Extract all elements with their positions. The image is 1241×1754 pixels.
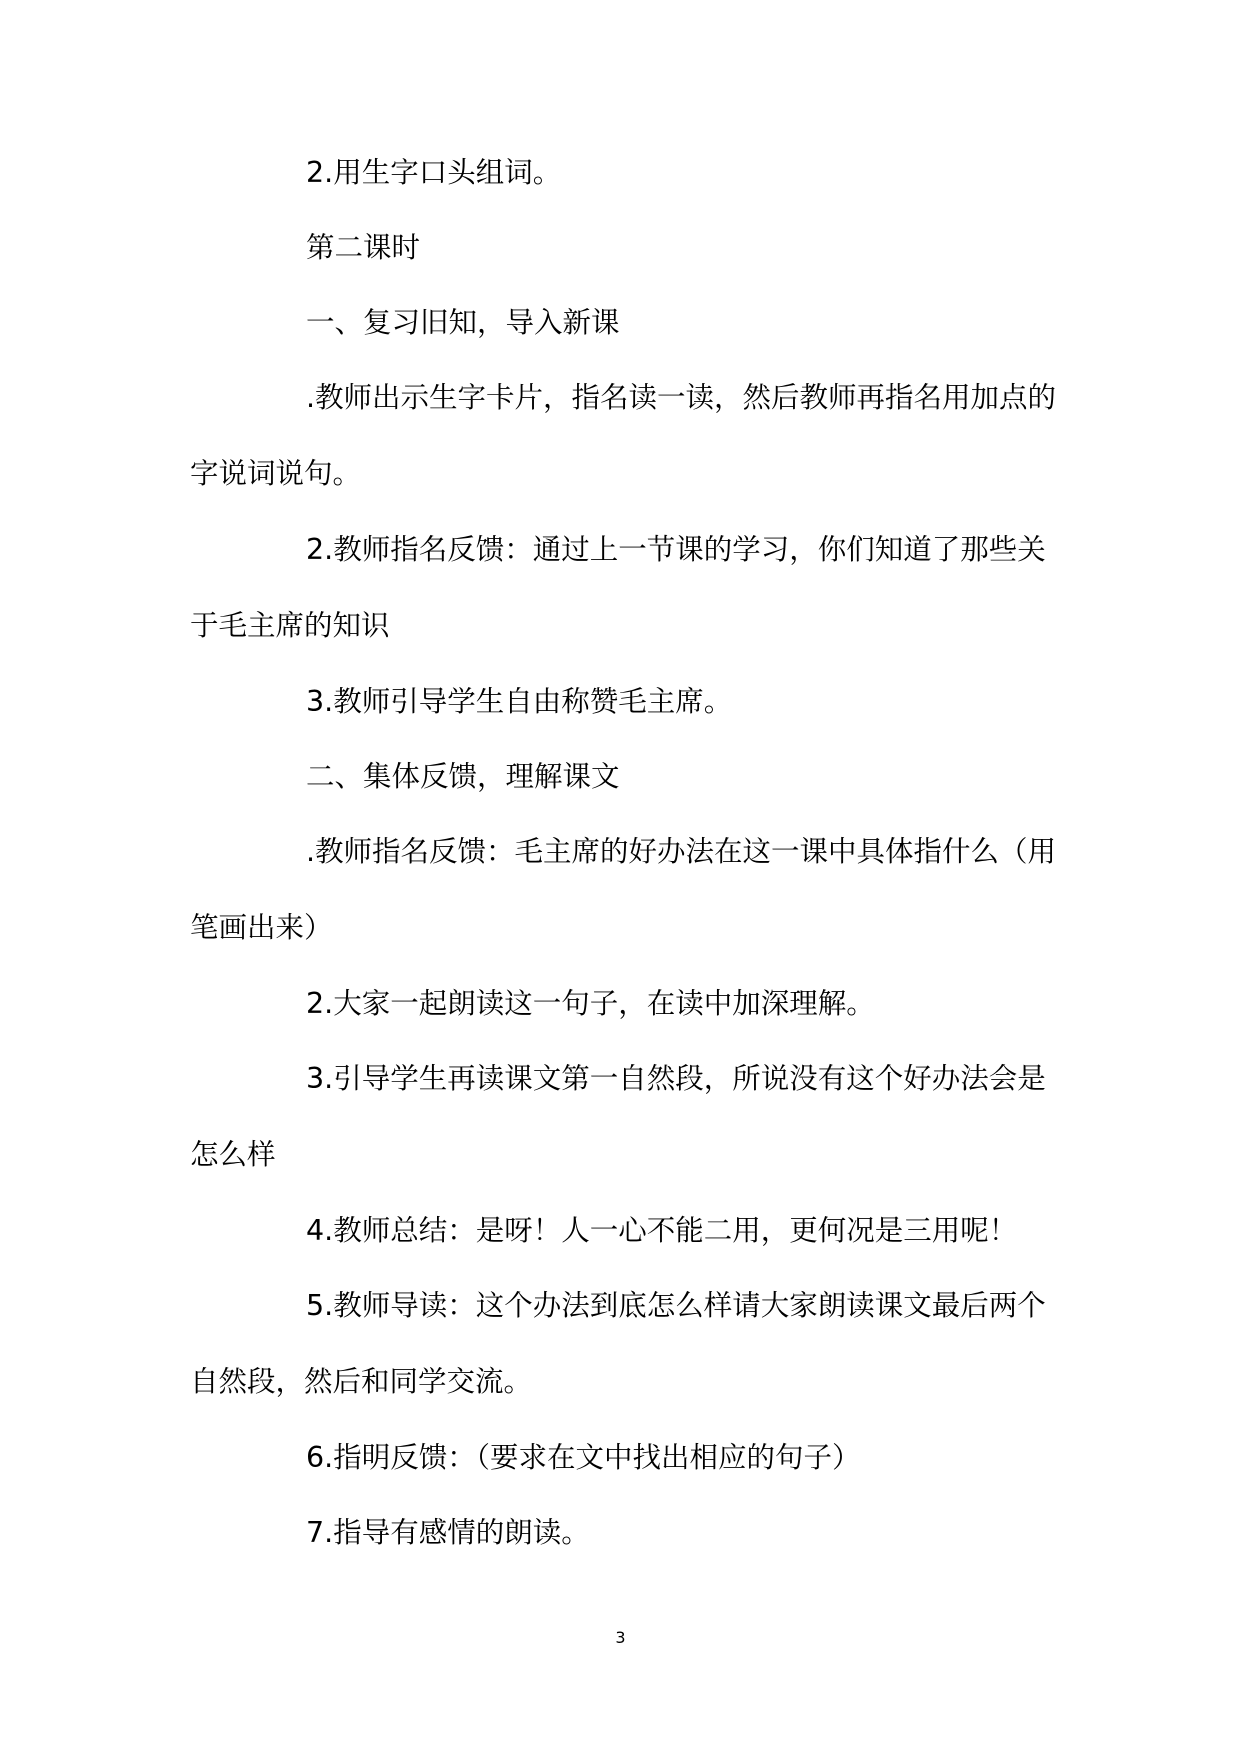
section-heading-1: 一、复习旧知，导入新课 [306, 306, 620, 339]
section-heading-2: 二、集体反馈，理解课文 [306, 760, 620, 793]
paragraph-1: 2.用生字口头组词。 [306, 156, 562, 189]
paragraph-10: 6.指明反馈：（要求在文中找出相应的句子） [306, 1441, 861, 1474]
paragraph-7: 3.引导学生再读课文第一自然段，所说没有这个好办法会是怎么样 [190, 1062, 1046, 1171]
paragraph-4: 3.教师引导学生自由称赞毛主席。 [306, 685, 733, 718]
paragraph-8: 4.教师总结：是呀！人一心不能二用，更何况是三用呢！ [306, 1214, 1018, 1247]
paragraph-6: 2.大家一起朗读这一句子，在读中加深理解。 [306, 987, 875, 1020]
paragraph-2: .教师出示生字卡片，指名读一读，然后教师再指名用加点的字说词说句。 [190, 381, 1057, 490]
paragraph-5: .教师指名反馈：毛主席的好办法在这一课中具体指什么（用笔画出来） [190, 835, 1057, 944]
paragraph-11: 7.指导有感情的朗读。 [306, 1516, 590, 1549]
paragraph-9: 5.教师导读：这个办法到底怎么样请大家朗读课文最后两个自然段，然后和同学交流。 [190, 1289, 1046, 1398]
lesson-heading: 第二课时 [306, 231, 421, 264]
paragraph-3: 2.教师指名反馈：通过上一节课的学习，你们知道了那些关于毛主席的知识 [190, 533, 1046, 642]
page-number: 3 [615, 1628, 626, 1647]
